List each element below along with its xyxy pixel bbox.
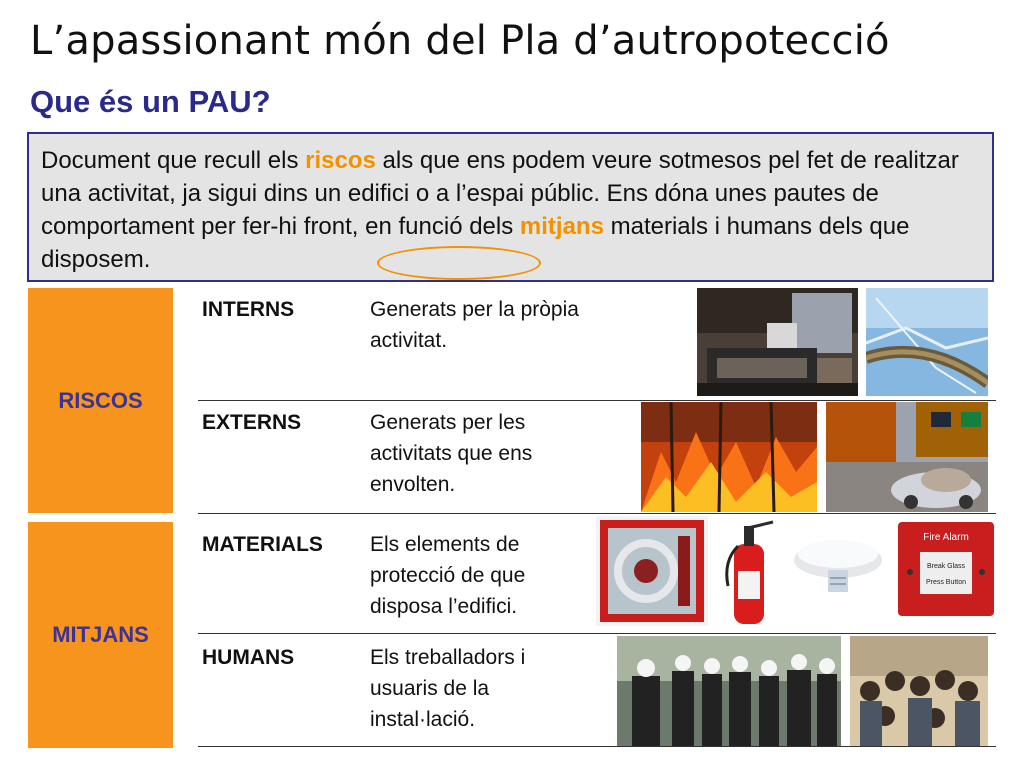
risks-highlight: riscos (305, 147, 376, 174)
row-divider (198, 400, 996, 401)
row-description-materials: Els elements de protecció de que disposa l’edifici. (370, 533, 526, 618)
row-description-interns: Generats per la pròpia activitat. (370, 298, 579, 352)
means-highlight: mitjans (519, 213, 604, 240)
fire-hose-cabinet-photo (596, 516, 708, 626)
definition-part-1: Document que recull els (41, 147, 306, 174)
definition-part-3: materials i humans dels que disposem. (41, 213, 910, 273)
fire-alarm-text: Fire Alarm (923, 532, 969, 543)
orange-circle-annotation (377, 246, 541, 280)
press-button-text: Press Button (925, 579, 967, 586)
break-glass-text: Break Glass (926, 563, 966, 570)
forest-fire-photo (641, 402, 817, 512)
means-category (28, 522, 173, 748)
earthquake-damage-photo (826, 402, 988, 512)
slide-subtitle: Que és un PAU? (30, 84, 271, 119)
fire-extinguisher-photo (718, 516, 780, 626)
row-label-externs: EXTERNS (202, 411, 302, 434)
row-label-humans: HUMANS (202, 646, 295, 669)
burned-office-photo (697, 288, 858, 396)
workers-group-photo (617, 636, 841, 746)
row-divider (198, 633, 996, 634)
office-staff-photo (850, 636, 988, 746)
row-divider (198, 746, 996, 747)
row-label-interns: INTERNS (202, 298, 295, 321)
means-category-label: MITJANS (52, 622, 149, 647)
slide-title: L’apassionant món del Pla d’autropotecció (30, 18, 890, 64)
row-divider (198, 513, 996, 514)
row-description-externs: Generats per les activitats que ens envolten. (370, 411, 533, 496)
row-label-materials: MATERIALS (202, 533, 323, 556)
fire-alarm-button-photo (898, 522, 994, 616)
smoke-detector-photo (790, 530, 886, 600)
definition-box (27, 132, 994, 282)
row-description-humans: Els treballadors i usuaris de la instal·lació. (370, 646, 526, 731)
damaged-cable-photo (866, 288, 988, 396)
risks-category (28, 288, 173, 513)
risks-category-label: RISCOS (58, 387, 143, 413)
definition-part-2: als que ens podem veure sotmesos pel fet de realitzar una activitat, ja sigui dins un edifici o a l’espai públic. Ens dóna unes pautes de comportament per fer-hi front, en funció dels (41, 147, 959, 240)
